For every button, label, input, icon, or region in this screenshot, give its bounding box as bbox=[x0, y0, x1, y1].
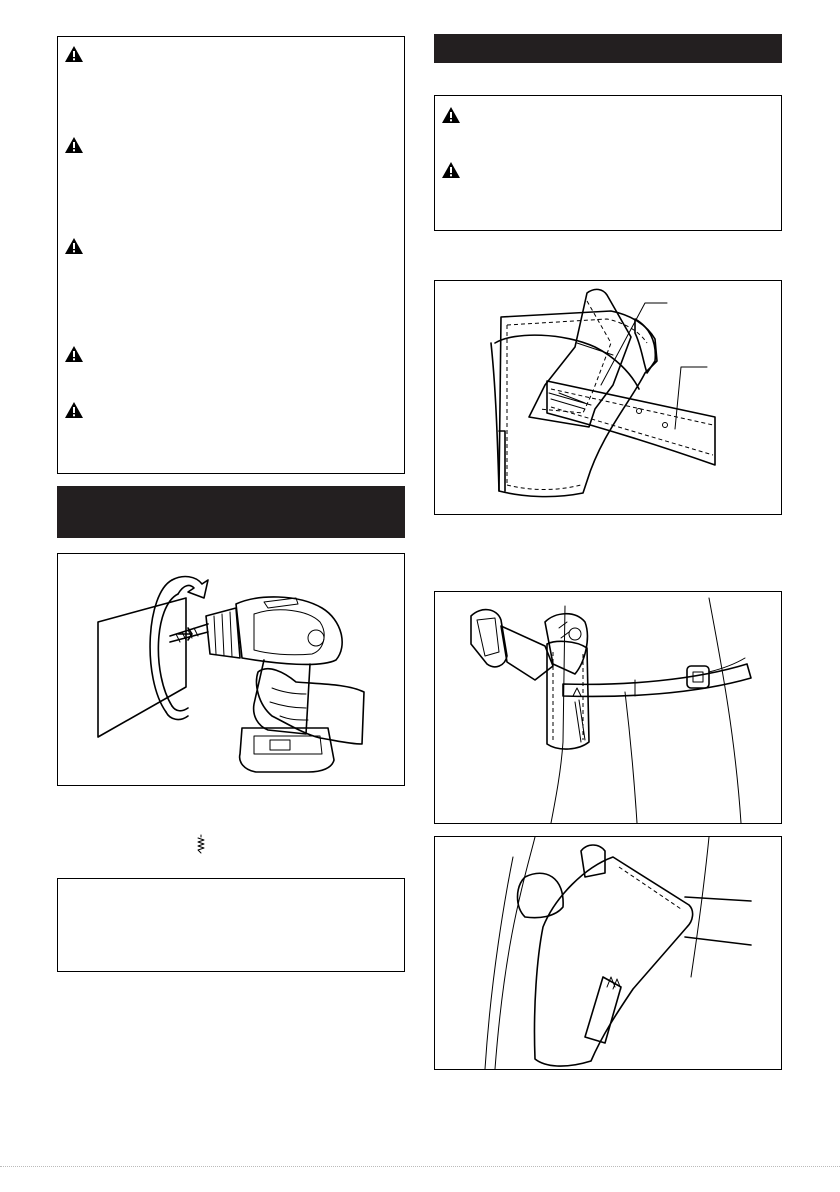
warning-triangle-icon bbox=[64, 401, 84, 419]
body-outline bbox=[495, 837, 535, 1069]
belt bbox=[563, 664, 751, 696]
page-bottom-rule bbox=[0, 1166, 840, 1167]
warning-triangle-icon bbox=[441, 106, 461, 124]
holster-body bbox=[499, 311, 657, 497]
belt bbox=[685, 897, 751, 945]
warning-box-right bbox=[434, 95, 782, 231]
section-heading-bar-left bbox=[57, 486, 405, 538]
holster-loop bbox=[581, 845, 605, 877]
warning-triangle-icon bbox=[64, 45, 84, 63]
wall-panel bbox=[98, 598, 186, 737]
holster-belt-figure bbox=[434, 280, 782, 515]
drill-handle bbox=[501, 626, 553, 680]
drill-body bbox=[236, 597, 342, 665]
body-outline bbox=[551, 606, 565, 823]
warning-triangle-icon bbox=[64, 345, 84, 363]
warning-triangle-icon bbox=[441, 161, 461, 179]
rotation-arrow-icon bbox=[150, 577, 208, 720]
hand bbox=[257, 669, 364, 744]
warning-triangle-icon bbox=[64, 237, 84, 255]
section-heading-bar-right bbox=[434, 34, 782, 63]
drill-bit-icon bbox=[196, 834, 206, 854]
holster-closeup-figure bbox=[434, 836, 782, 1070]
note-box-left bbox=[57, 878, 405, 972]
drilling-figure bbox=[57, 553, 405, 786]
warning-box-left bbox=[57, 36, 405, 474]
warning-triangle-icon bbox=[64, 136, 84, 154]
holster-body bbox=[534, 857, 692, 1066]
tool-on-belt-figure bbox=[434, 591, 782, 824]
bit-pocket bbox=[585, 977, 621, 1043]
drill-handle bbox=[254, 660, 310, 734]
